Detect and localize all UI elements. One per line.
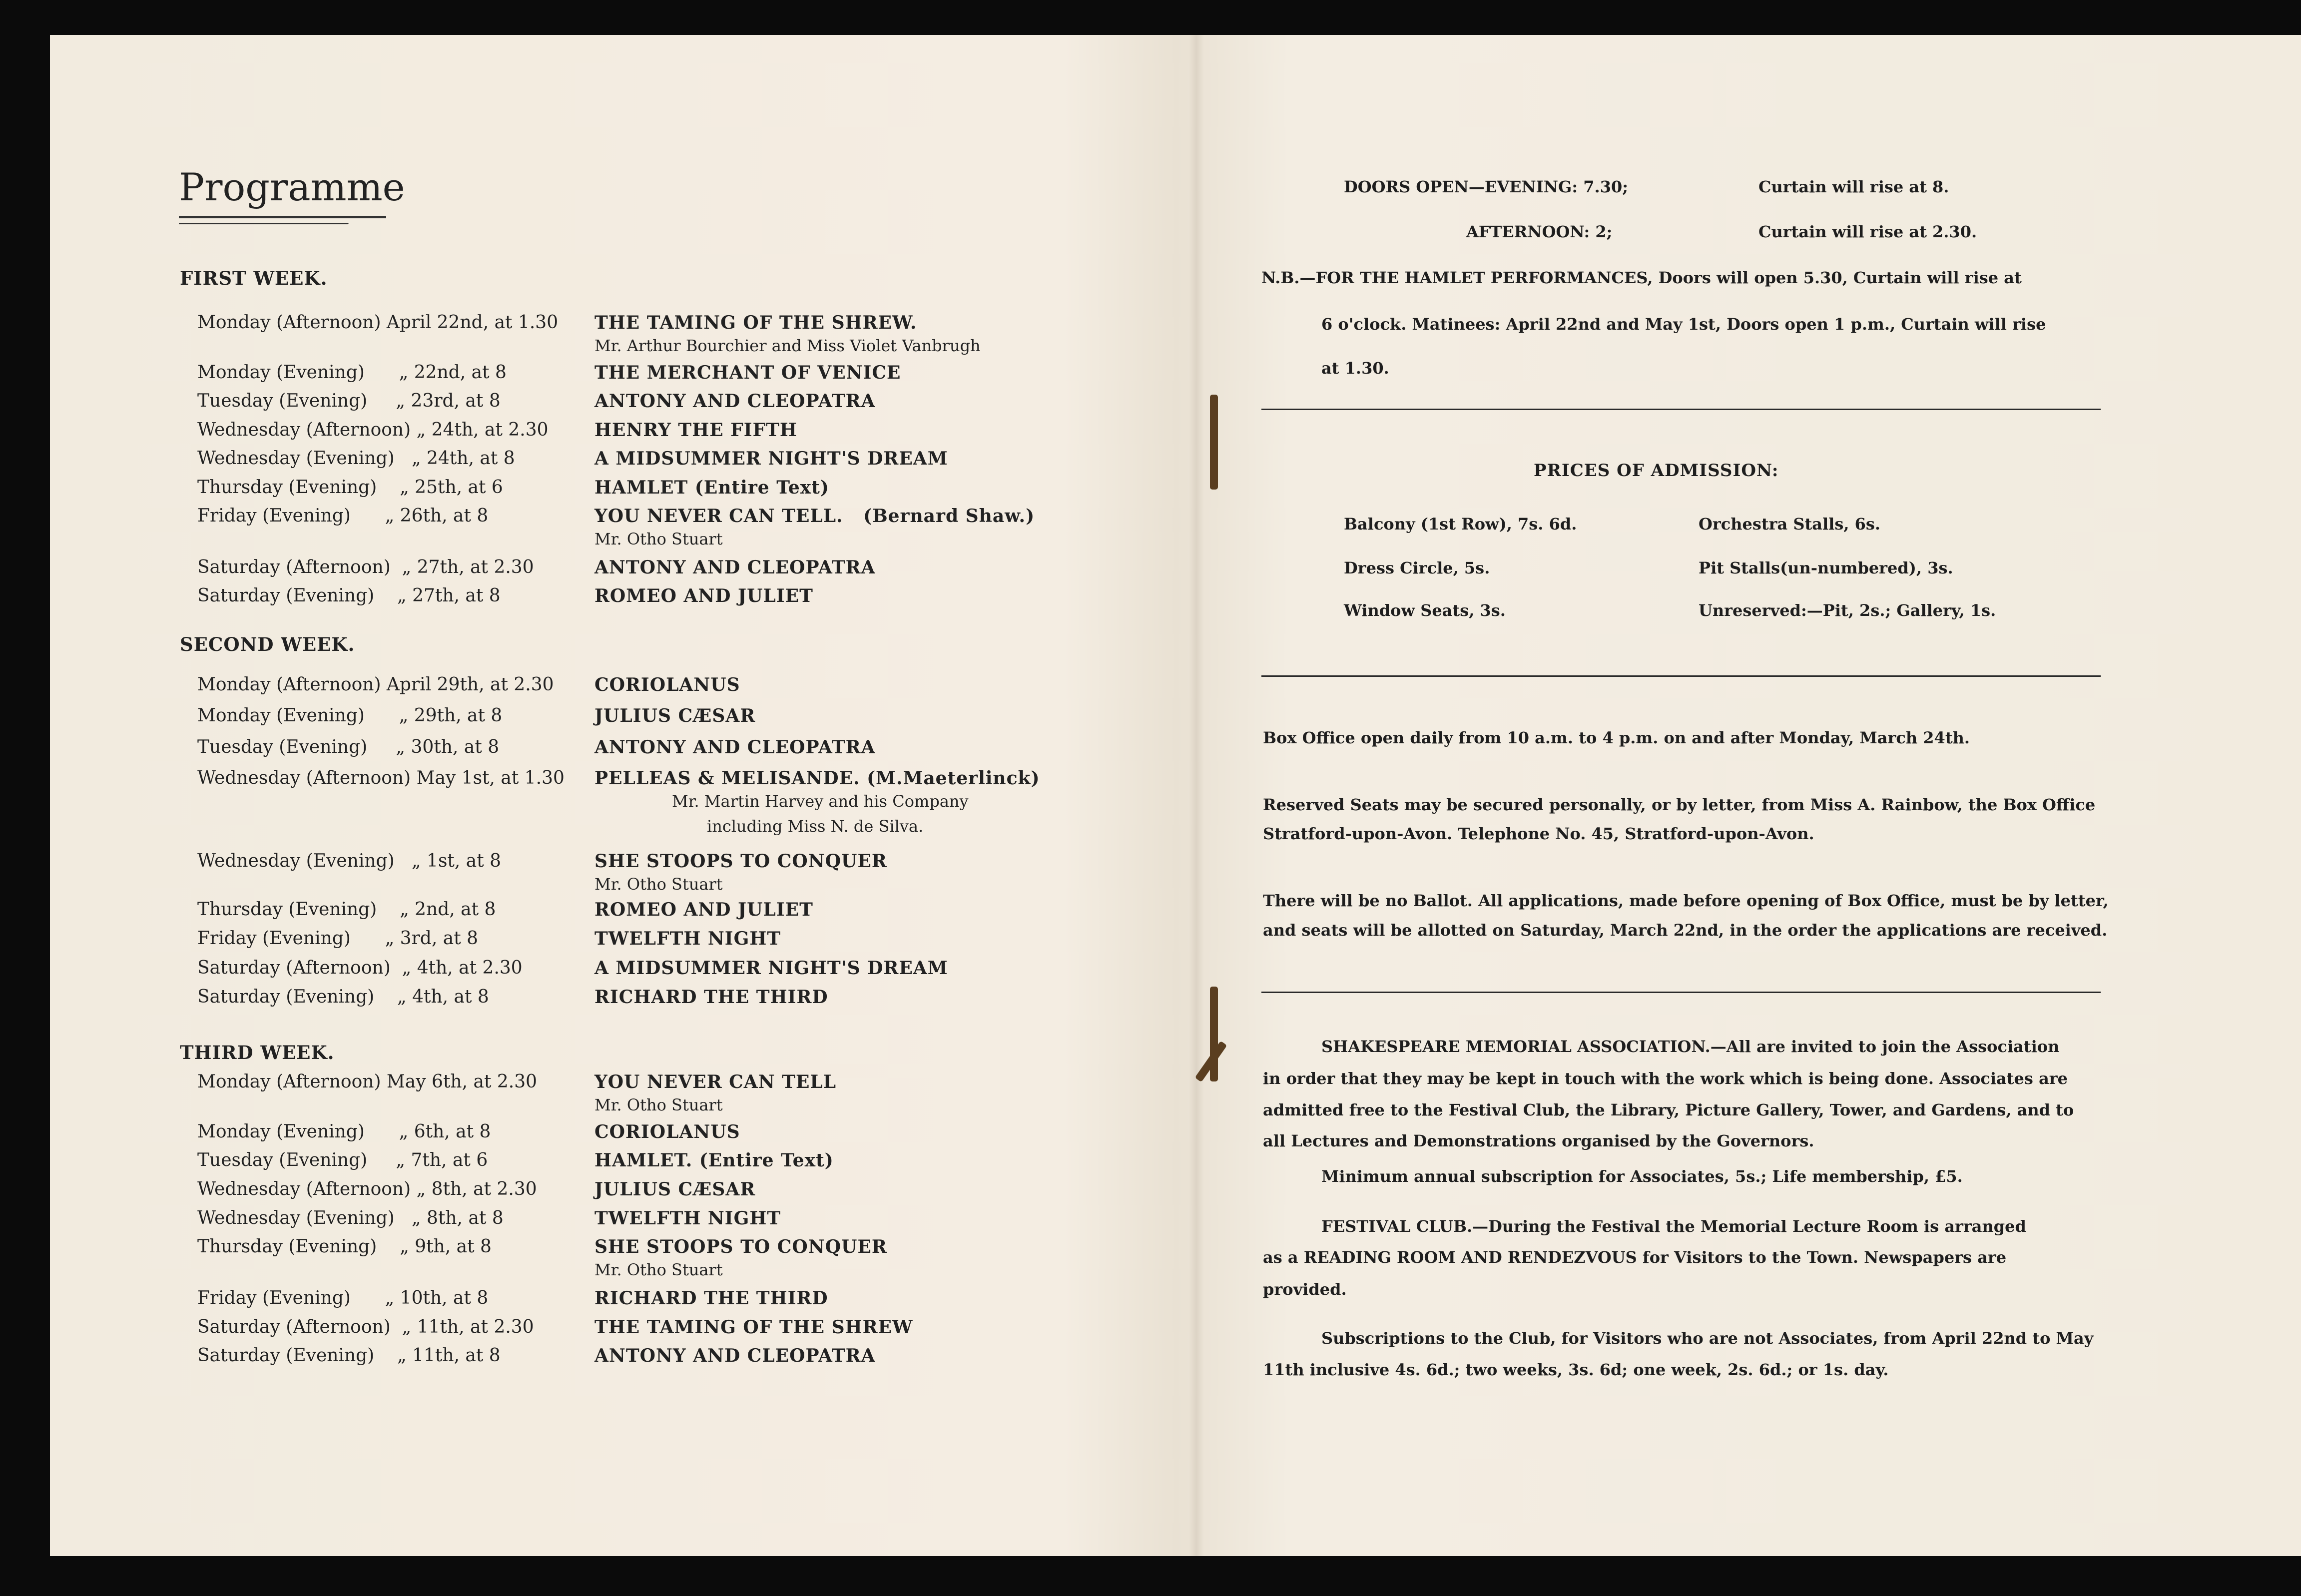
performance-time: Saturday (Afternoon) „ 27th, at 2.30: [197, 557, 534, 577]
cast-note: Mr. Otho Stuart: [594, 1260, 723, 1279]
cast-note: including Miss N. de Silva.: [707, 817, 924, 836]
title-flourish: [179, 223, 349, 224]
schedule-row: [197, 958, 1072, 983]
play-title: ANTONY AND CLEOPATRA: [594, 1345, 876, 1366]
performance-time: Thursday (Evening) „ 2nd, at 8: [197, 899, 496, 920]
sma-line-4: all Lectures and Demonstrations organised by the Governors.: [1263, 1131, 1814, 1150]
price-balcony: Balcony (1st Row), 7s. 6d.: [1344, 515, 1577, 533]
schedule-row: [197, 1150, 1072, 1175]
schedule-row: [197, 1236, 1072, 1279]
week-heading: THIRD WEEK.: [180, 1042, 335, 1064]
performance-time: Wednesday (Afternoon) May 1st, at 1.30: [197, 768, 565, 788]
club-line-2: as a READING ROOM AND RENDEZVOUS for Visitors to the Town. Newspapers are: [1263, 1248, 2007, 1267]
performance-time: Thursday (Evening) „ 9th, at 8: [197, 1236, 492, 1257]
subs-line-1: Subscriptions to the Club, for Visitors who are not Associates, from April 22nd to May: [1321, 1329, 2094, 1348]
performance-time: Saturday (Evening) „ 27th, at 8: [197, 585, 501, 606]
play-title: THE TAMING OF THE SHREW: [594, 1317, 913, 1338]
play-title: ANTONY AND CLEOPATRA: [594, 391, 876, 412]
play-title: HAMLET. (Entire Text): [594, 1150, 834, 1171]
performance-time: Monday (Afternoon) April 29th, at 2.30: [197, 674, 554, 695]
play-title: TWELFTH NIGHT: [594, 928, 781, 949]
ballot-line-1: There will be no Ballot. All applications, made before opening of Box Office, must be by letter,: [1263, 891, 2109, 910]
play-title: THE MERCHANT OF VENICE: [594, 362, 901, 383]
cast-note: Mr. Otho Stuart: [594, 530, 723, 548]
schedule-row: [197, 928, 1072, 953]
performance-time: Monday (Evening) „ 22nd, at 8: [197, 362, 507, 383]
title-underline: [179, 216, 386, 218]
performance-time: Tuesday (Evening) „ 7th, at 6: [197, 1150, 488, 1170]
play-title: CORIOLANUS: [594, 674, 740, 695]
performance-time: Tuesday (Evening) „ 30th, at 8: [197, 737, 500, 757]
schedule-row: [197, 1121, 1072, 1146]
nb-line-1: N.B.—FOR THE HAMLET PERFORMANCES, Doors will open 5.30, Curtain will rise at: [1261, 268, 2022, 287]
week-heading: FIRST WEEK.: [180, 267, 328, 289]
price-pit-stalls: Pit Stalls(un-numbered), 3s.: [1699, 558, 1953, 577]
schedule-row: [197, 737, 1072, 762]
schedule-row: [197, 899, 1072, 924]
performance-time: Wednesday (Afternoon) „ 24th, at 2.30: [197, 420, 549, 440]
play-title: ANTONY AND CLEOPATRA: [594, 557, 876, 578]
schedule-row: [197, 1208, 1072, 1233]
curtain-afternoon: Curtain will rise at 2.30.: [1758, 222, 1977, 241]
schedule-row: [197, 987, 1072, 1012]
center-fold: [1189, 35, 1204, 1556]
play-title: PELLEAS & MELISANDE. (M.Maeterlinck): [594, 768, 1040, 789]
performance-time: Saturday (Evening) „ 4th, at 8: [197, 987, 489, 1007]
cast-note: Mr. Arthur Bourchier and Miss Violet Vanbrugh: [594, 336, 981, 355]
schedule-row: [197, 420, 1072, 445]
reserved-line-2: Stratford-upon-Avon. Telephone No. 45, Stratford-upon-Avon.: [1263, 824, 1814, 843]
play-title: HAMLET (Entire Text): [594, 477, 829, 498]
play-title: YOU NEVER CAN TELL: [594, 1071, 837, 1092]
play-title: SHE STOOPS TO CONQUER: [594, 1236, 887, 1257]
schedule-row: [197, 674, 1072, 699]
schedule-row: [197, 477, 1072, 502]
nb-line-3: at 1.30.: [1321, 359, 1389, 378]
price-unreserved: Unreserved:—Pit, 2s.; Gallery, 1s.: [1699, 601, 1996, 620]
schedule-row: [197, 312, 1072, 355]
schedule-row: [197, 557, 1072, 582]
schedule-row: [197, 506, 1072, 548]
divider-2: [1261, 675, 2101, 677]
schedule-row: [197, 1288, 1072, 1313]
sma-line-2: in order that they may be kept in touch with the work which is being done. Associates are: [1263, 1069, 2068, 1088]
play-title: JULIUS CÆSAR: [594, 1179, 756, 1200]
schedule-row: [197, 391, 1072, 416]
divider-3: [1261, 992, 2101, 993]
performance-time: Monday (Evening) „ 6th, at 8: [197, 1121, 491, 1142]
performance-time: Tuesday (Evening) „ 23rd, at 8: [197, 391, 501, 411]
sma-line-3: admitted free to the Festival Club, the Library, Picture Gallery, Tower, and Gardens, and to: [1263, 1100, 2074, 1119]
price-window: Window Seats, 3s.: [1344, 601, 1506, 620]
cast-note: Mr. Otho Stuart: [594, 875, 723, 894]
sma-line-1: SHAKESPEARE MEMORIAL ASSOCIATION.—All are invited to join the Association: [1321, 1037, 2060, 1056]
divider-1: [1261, 409, 2101, 410]
performance-time: Saturday (Evening) „ 11th, at 8: [197, 1345, 501, 1366]
performance-time: Saturday (Afternoon) „ 11th, at 2.30: [197, 1317, 534, 1337]
schedule-row: [197, 851, 1072, 894]
schedule-row: [197, 1317, 1072, 1342]
page-title: Programme: [179, 165, 405, 209]
play-title: ROMEO AND JULIET: [594, 899, 813, 920]
performance-time: Friday (Evening) „ 3rd, at 8: [197, 928, 479, 949]
sma-subscription: Minimum annual subscription for Associates, 5s.; Life membership, £5.: [1321, 1167, 1963, 1186]
play-title: TWELFTH NIGHT: [594, 1208, 781, 1229]
subs-line-2: 11th inclusive 4s. 6d.; two weeks, 3s. 6d; one week, 2s. 6d.; or 1s. day.: [1263, 1360, 1889, 1379]
play-title: A MIDSUMMER NIGHT'S DREAM: [594, 958, 948, 979]
play-title: SHE STOOPS TO CONQUER: [594, 851, 887, 872]
curtain-evening: Curtain will rise at 8.: [1758, 177, 1949, 196]
performance-time: Monday (Evening) „ 29th, at 8: [197, 705, 503, 726]
play-title: JULIUS CÆSAR: [594, 705, 756, 726]
schedule-row: [197, 585, 1072, 610]
staple-top: [1210, 395, 1218, 490]
performance-time: Wednesday (Evening) „ 24th, at 8: [197, 448, 515, 469]
play-title: HENRY THE FIFTH: [594, 420, 797, 441]
schedule-row: [197, 362, 1072, 387]
performance-time: Saturday (Afternoon) „ 4th, at 2.30: [197, 958, 523, 978]
prices-heading: PRICES OF ADMISSION:: [1534, 461, 1779, 481]
play-title: ANTONY AND CLEOPATRA: [594, 737, 876, 758]
schedule-row: [197, 1179, 1072, 1204]
week-heading: SECOND WEEK.: [180, 633, 355, 655]
cast-note: Mr. Martin Harvey and his Company: [672, 792, 969, 811]
club-line-3: provided.: [1263, 1280, 1347, 1299]
performance-time: Monday (Afternoon) April 22nd, at 1.30: [197, 312, 559, 333]
play-title: RICHARD THE THIRD: [594, 1288, 828, 1309]
nb-line-2: 6 o'clock. Matinees: April 22nd and May 1st, Doors open 1 p.m., Curtain will rise: [1321, 315, 2046, 334]
performance-time: Wednesday (Evening) „ 8th, at 8: [197, 1208, 504, 1228]
performance-time: Friday (Evening) „ 26th, at 8: [197, 506, 489, 526]
performance-time: Thursday (Evening) „ 25th, at 6: [197, 477, 503, 498]
schedule-row: [197, 1345, 1072, 1370]
performance-time: Monday (Afternoon) May 6th, at 2.30: [197, 1071, 538, 1092]
play-title: ROMEO AND JULIET: [594, 585, 813, 606]
ballot-line-2: and seats will be allotted on Saturday, March 22nd, in the order the applications are received.: [1263, 921, 2108, 940]
club-line-1: FESTIVAL CLUB.—During the Festival the Memorial Lecture Room is arranged: [1321, 1217, 2026, 1236]
performance-time: Wednesday (Afternoon) „ 8th, at 2.30: [197, 1179, 537, 1199]
box-office: Box Office open daily from 10 a.m. to 4 p.m. on and after Monday, March 24th.: [1263, 728, 1970, 747]
doors-evening: DOORS OPEN—EVENING: 7.30;: [1344, 177, 1629, 196]
schedule-row: [197, 705, 1072, 730]
doors-afternoon: AFTERNOON: 2;: [1466, 222, 1613, 241]
price-orchestra: Orchestra Stalls, 6s.: [1699, 515, 1881, 533]
schedule-row: [197, 448, 1072, 473]
performance-time: Wednesday (Evening) „ 1st, at 8: [197, 851, 502, 871]
cast-note: Mr. Otho Stuart: [594, 1095, 723, 1114]
schedule-row: [197, 768, 1072, 836]
reserved-line-1: Reserved Seats may be secured personally, or by letter, from Miss A. Rainbow, the Box Office: [1263, 795, 2096, 814]
play-title: CORIOLANUS: [594, 1121, 740, 1142]
performance-time: Friday (Evening) „ 10th, at 8: [197, 1288, 489, 1308]
play-title: YOU NEVER CAN TELL. (Bernard Shaw.): [594, 506, 1035, 527]
play-title: A MIDSUMMER NIGHT'S DREAM: [594, 448, 948, 469]
play-title: RICHARD THE THIRD: [594, 987, 828, 1008]
schedule-row: [197, 1071, 1072, 1114]
play-title: THE TAMING OF THE SHREW.: [594, 312, 917, 333]
price-dress-circle: Dress Circle, 5s.: [1344, 558, 1490, 577]
